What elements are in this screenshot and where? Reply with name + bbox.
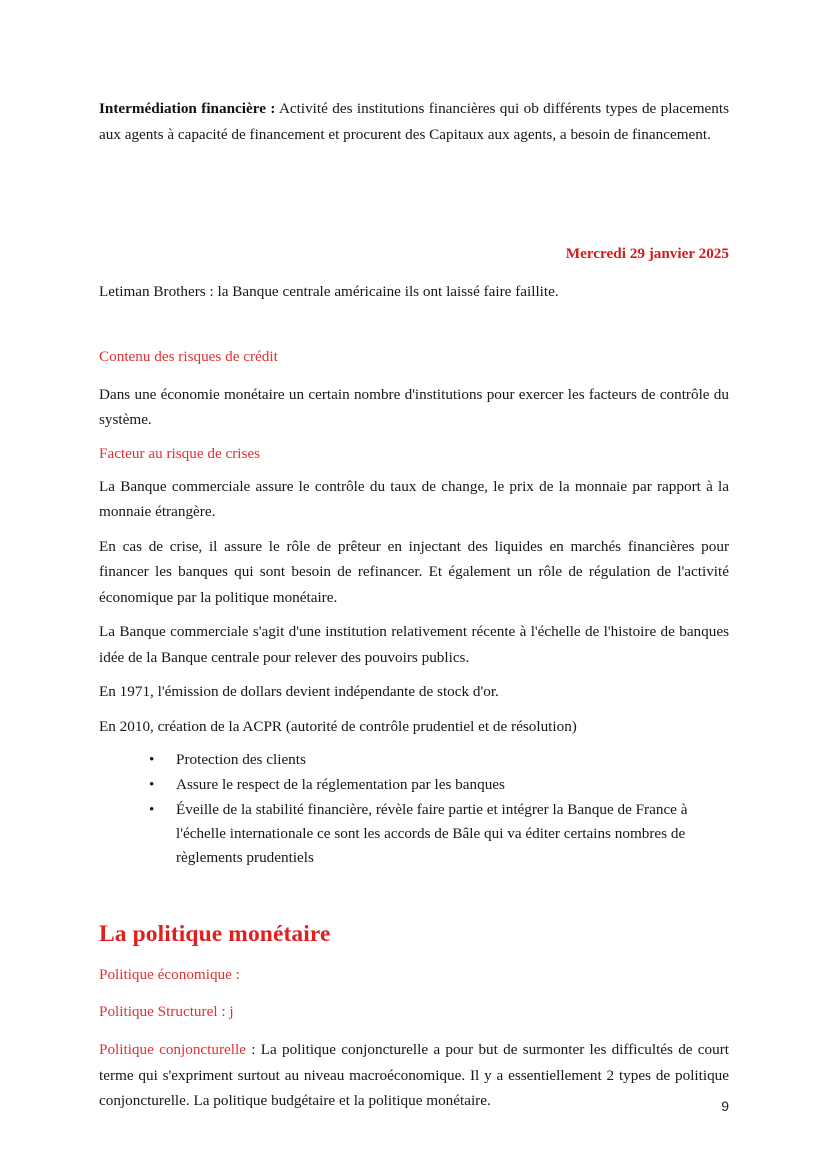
spacer	[99, 871, 729, 895]
spacer	[99, 610, 729, 619]
spacer	[99, 368, 729, 382]
spacer	[99, 895, 729, 919]
bullet-icon: •	[149, 801, 155, 818]
list-item	[99, 748, 729, 772]
paragraph-taux-de-change: La Banque commerciale assure le contrôle du taux de change, le prix de la monnaie par rapport à la monnaie étrangère.	[99, 477, 729, 520]
list-item-label: Assure le respect de la réglementation par les banques	[176, 776, 505, 793]
spacer	[99, 986, 729, 1000]
spacer	[99, 265, 729, 279]
acpr-missions-list	[99, 748, 729, 870]
paragraph-en-cas-de-crise: En cas de crise, il assure le rôle de prêteur en injectant des liquides en marchés financières pour financer les banques qui sont besoin de refinancer. Et également un rôle de régulation de l'activité économique par la politique monétaire.	[99, 537, 729, 606]
list-item-label: Éveille de la stabilité financière, révèle faire partie et intégrer la Banque de France à l'échelle internationale ce sont les accords de Bâle qui va éditer certains nombres de règlements prudentiels	[176, 801, 688, 866]
heading-politique-economique: Politique économique :	[99, 966, 240, 983]
spacer	[99, 433, 729, 442]
paragraph-en-1971: En 1971, l'émission de dollars devient indépendante de stock d'or.	[99, 683, 499, 700]
document-body	[99, 96, 729, 1114]
term-label-conjoncturelle: Politique conjoncturelle	[99, 1041, 246, 1058]
list-item	[99, 773, 729, 797]
heading-facteur-risque-crises: Facteur au risque de crises	[99, 444, 261, 462]
paragraph-institution-recente: La Banque commerciale s'agit d'une institution relativement récente à l'échelle de l'histoire de banques idée de la Banque centrale pour relever des pouvoirs publics.	[99, 623, 729, 666]
paragraph-politique-conjoncturelle	[99, 1037, 729, 1114]
spacer	[99, 705, 729, 714]
term-label-intermediation: Intermédiation financière :	[99, 100, 276, 117]
list-item-label: Protection des clients	[176, 751, 306, 768]
paragraph-en-2010-acpr: En 2010, création de la ACPR (autorité de contrôle prudentiel et de résolution)	[99, 717, 577, 735]
spacer	[99, 670, 729, 679]
spacer	[99, 147, 729, 243]
paragraph-lehman-brothers: Letiman Brothers : la Banque centrale américaine ils ont laissé faire faillite.	[99, 283, 559, 300]
spacer	[99, 739, 729, 748]
spacer	[99, 1023, 729, 1037]
heading-politique-structurel: Politique Structurel : j	[99, 1003, 234, 1020]
bullet-icon: •	[149, 751, 155, 768]
paragraph-economie-monetaire: Dans une économie monétaire un certain nombre d'institutions pour exercer les facteurs de contrôle du système.	[99, 385, 729, 428]
page-number: 9	[721, 1098, 729, 1114]
spacer	[99, 465, 729, 474]
heading-contenu-risques-credit: Contenu des risques de crédit	[99, 347, 278, 365]
spacer	[99, 525, 729, 534]
paragraph-intermediation-financiere	[99, 96, 729, 147]
term-definition-intermediation: Activité des institutions financières qui ob différents types de placements aux agents à capacité de financement et procurent des Capitaux aux agents, a besoin de financement.	[99, 100, 729, 143]
term-definition-conjoncturelle: : La politique conjoncturelle a pour but de surmonter les difficultés de court terme qui s'expriment surtout au niveau macroéconomique. Il y a essentiellement 2 types de politique conjoncturelle. La politique budgétaire et la politique monétaire.	[99, 1041, 730, 1109]
spacer	[99, 949, 729, 963]
spacer	[99, 305, 729, 345]
bullet-icon: •	[149, 776, 155, 793]
section-title-politique-monetaire: La politique monétaire	[99, 921, 331, 947]
list-item	[99, 798, 729, 870]
lecture-date: Mercredi 29 janvier 2025	[565, 245, 729, 262]
